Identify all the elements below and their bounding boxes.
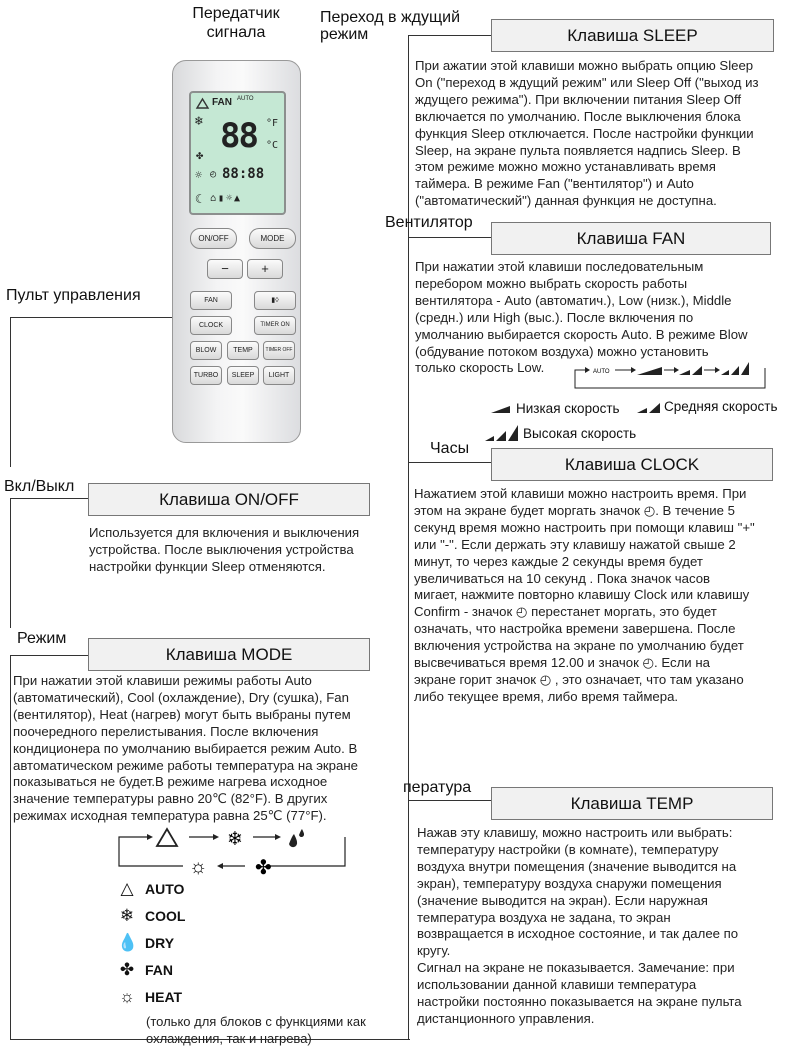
cool-mode-icon: ❄ [195, 114, 203, 129]
medium-speed-label: Средняя скорость [664, 399, 778, 414]
lcd-auto-text: AUTO [237, 96, 254, 102]
temp-key-title: Клавиша TEMP [491, 787, 773, 820]
high-speed-label: Высокая скорость [523, 426, 637, 441]
remote-timer-off-button[interactable]: TIMER OFF [263, 341, 295, 360]
legend-auto [117, 879, 184, 899]
legend-cool [117, 906, 185, 926]
sleep-description: При ажатии этой клавиши можно выбрать опцию Sleep On ("переход в ждущий режим" или Sleep Off ("выход из ждущего режима"). При включении питания Sleep Off включается по умолчанию. После выключения блока функция Sleep отключается. После настройки функции Sleep, на экране пульта появляется надпись Sleep. В этом режиме можно можно устанавливать время таймера. В режиме Fan ("вентилятор") и Auto ("автоматический") данная функция не доступна. [415, 58, 759, 209]
mode-connector-h [10, 655, 88, 656]
heat-icon: ☼ [189, 856, 208, 878]
remote-label: Пульт управления [6, 287, 141, 304]
legend-fan [117, 960, 173, 980]
remote-light-button[interactable]: LIGHT [263, 366, 295, 385]
lcd-time: 88:88 [222, 166, 265, 182]
remote-connector-v [10, 317, 11, 467]
transmitter-label: Передатчик сигнала [192, 5, 280, 41]
onoff-label: Вкл/Выкл [4, 478, 75, 495]
auto-mode-icon [195, 97, 210, 109]
standby-label: Переход в ждущий режим [320, 9, 461, 43]
temp-description: Нажав эту клавишу, можно настроить или выбрать: температуру настройки (в комнате), температуру воздуха внутри помещения (значение выводится на экран), температуру воздуха снаружи помещения (значение выводится на экран). Если наружная температура воздуха не задана, то экран возвращается в исходное состояние, и так далее по кругу. Сигнал на экране не показывается. Замечание: при использовании данной клавиши температура настройки постоянно показывается на экране пульта дистанционного управления. [417, 825, 742, 1026]
lcd-unit-f: °F [266, 118, 279, 129]
remote-fan-button[interactable]: FAN [190, 291, 232, 310]
mode-note: (только для блоков с функциями как охлаждения, так и нагрева) [146, 1014, 366, 1046]
remote-sleep-button[interactable]: SLEEP [227, 366, 259, 385]
low-speed-icon [490, 401, 512, 415]
legend-heat-label: HEAT [145, 989, 183, 1005]
lcd-unit-c: °C [266, 140, 279, 151]
remote-lcd-screen [189, 91, 286, 215]
legend-auto-label: AUTO [145, 881, 185, 897]
mode-cycle-diagram [117, 822, 349, 878]
fan-connector [408, 237, 491, 238]
auto-legend-icon: △ [120, 879, 134, 898]
remote-temp-button[interactable]: TEMP [227, 341, 259, 360]
remote-mode-button[interactable]: MODE [249, 228, 296, 249]
medium-speed-icon [636, 400, 662, 414]
sleep-connector [408, 35, 491, 36]
remote-connector [10, 317, 172, 318]
high-speed-icon [484, 424, 520, 442]
fan-legend-icon: ✤ [119, 960, 135, 979]
lcd-temp-digits: 88 [220, 116, 257, 156]
fan-speed-cycle-diagram [565, 358, 770, 392]
temp-label: пература [403, 779, 472, 796]
remote-plus-button[interactable]: + [247, 259, 283, 279]
low-speed-label: Низкая скорость [516, 401, 620, 416]
right-connector-v [408, 35, 409, 1039]
onoff-description: Используется для включения и выключения устройства. После выключения устройства настройки функции Sleep отменяются. [89, 525, 360, 574]
fan-mode-icon: ✤ [255, 857, 272, 878]
remote-clock-button[interactable]: CLOCK [190, 316, 232, 335]
sleep-key-title: Клавиша SLEEP [491, 19, 774, 52]
heat-mode-icon: ☼ [195, 168, 203, 182]
clock-connector [408, 462, 491, 463]
auto-icon [157, 829, 177, 846]
mode-description: При нажатии этой клавиши режимы работы Auto (автоматический), Cool (охлаждение), Dry (сушка), Fan (вентилятор), Heat (нагрев) могут быть выбраны путем поочередного перелистывания. После включения кондиционера по умолчанию выбирается режим Auto. В автоматическом режиме работы температура на экране показываться не будет.В режиме нагрева исходное значение температуры равно 20℃ (82°F). В других режимах исходная температура равна 25℃ (77°F). [13, 673, 358, 824]
remote-timer-on-button[interactable]: TIMER ON [254, 316, 296, 335]
lcd-fan-text: FAN [212, 97, 232, 108]
clock-description: Нажатием этой клавиши можно настроить время. При этом на экране будет моргать значок ◴. В течение 5 секунд время можно настроить при помощи клавиш "+" или "-". Если держать эту клавишу нажатой свыше 2 минут, то через каждые 2 секунды время будет увеличиваться на 10 секунд . Пока значок часов мигает, нажмите повторно клавишу Clock или клавишу Confirm - значок ◴ перестанет моргать, это будет означать, что настройка времени завершена. После включения устройства на экране по умолчанию будет высвечиваться время 12.00 и значок ◴. Если на экране горит значок ◴ , это означает, что там указано либо текущее время, либо время таймера. [414, 486, 755, 704]
fan-cycle-auto-text: AUTO [593, 369, 610, 375]
temp-connector [408, 800, 491, 801]
onoff-key-title: Клавиша ON/OFF [88, 483, 370, 516]
legend-heat [117, 987, 182, 1007]
cool-legend-icon: ❄ [119, 906, 135, 925]
mode-key-title: Клавиша MODE [88, 638, 370, 671]
onoff-connector-h [10, 498, 88, 499]
dry-icon [289, 829, 304, 847]
remote-swing-button[interactable]: ▮◊ [254, 291, 296, 310]
legend-fan-label: FAN [145, 962, 173, 978]
remote-blow-button[interactable]: BLOW [190, 341, 222, 360]
mode-label: Режим [17, 630, 67, 647]
lcd-status-icons: ⌂▮☼▲ [210, 193, 243, 204]
clock-icon-lcd: ◴ [210, 169, 217, 180]
sleep-icon-lcd: ☾ [195, 192, 203, 206]
dry-legend-icon: 💧 [117, 933, 139, 952]
clock-key-title: Клавиша CLOCK [491, 448, 773, 481]
legend-cool-label: COOL [145, 908, 186, 924]
cool-icon: ❄ [227, 829, 243, 850]
fan-label: Вентилятор [385, 214, 473, 231]
legend-dry [117, 933, 174, 953]
onoff-connector [10, 498, 11, 628]
clock-label: Часы [430, 440, 470, 457]
mode-connector-v [10, 655, 11, 1040]
heat-legend-icon: ☼ [119, 987, 135, 1006]
remote-turbo-button[interactable]: TURBO [190, 366, 222, 385]
remote-minus-button[interactable]: − [207, 259, 243, 279]
legend-dry-label: DRY [145, 935, 175, 951]
fan-key-title: Клавиша FAN [491, 222, 771, 255]
remote-on-off-button[interactable]: ON/OFF [190, 228, 237, 249]
remote-control [172, 60, 301, 443]
fan-description: При нажатии этой клавиши последовательным перебором можно выбрать скорость работы вентилятора - Auto (автоматич.), Low (низк.), Middle (средн.) или High (выс.). После включения по умолчанию выбирается скорость Auto. В режиме Blow (обдувание потоком воздуха) можно установить только скорость Low. [415, 259, 748, 376]
fan-icon-lcd: ✤ [196, 148, 204, 162]
